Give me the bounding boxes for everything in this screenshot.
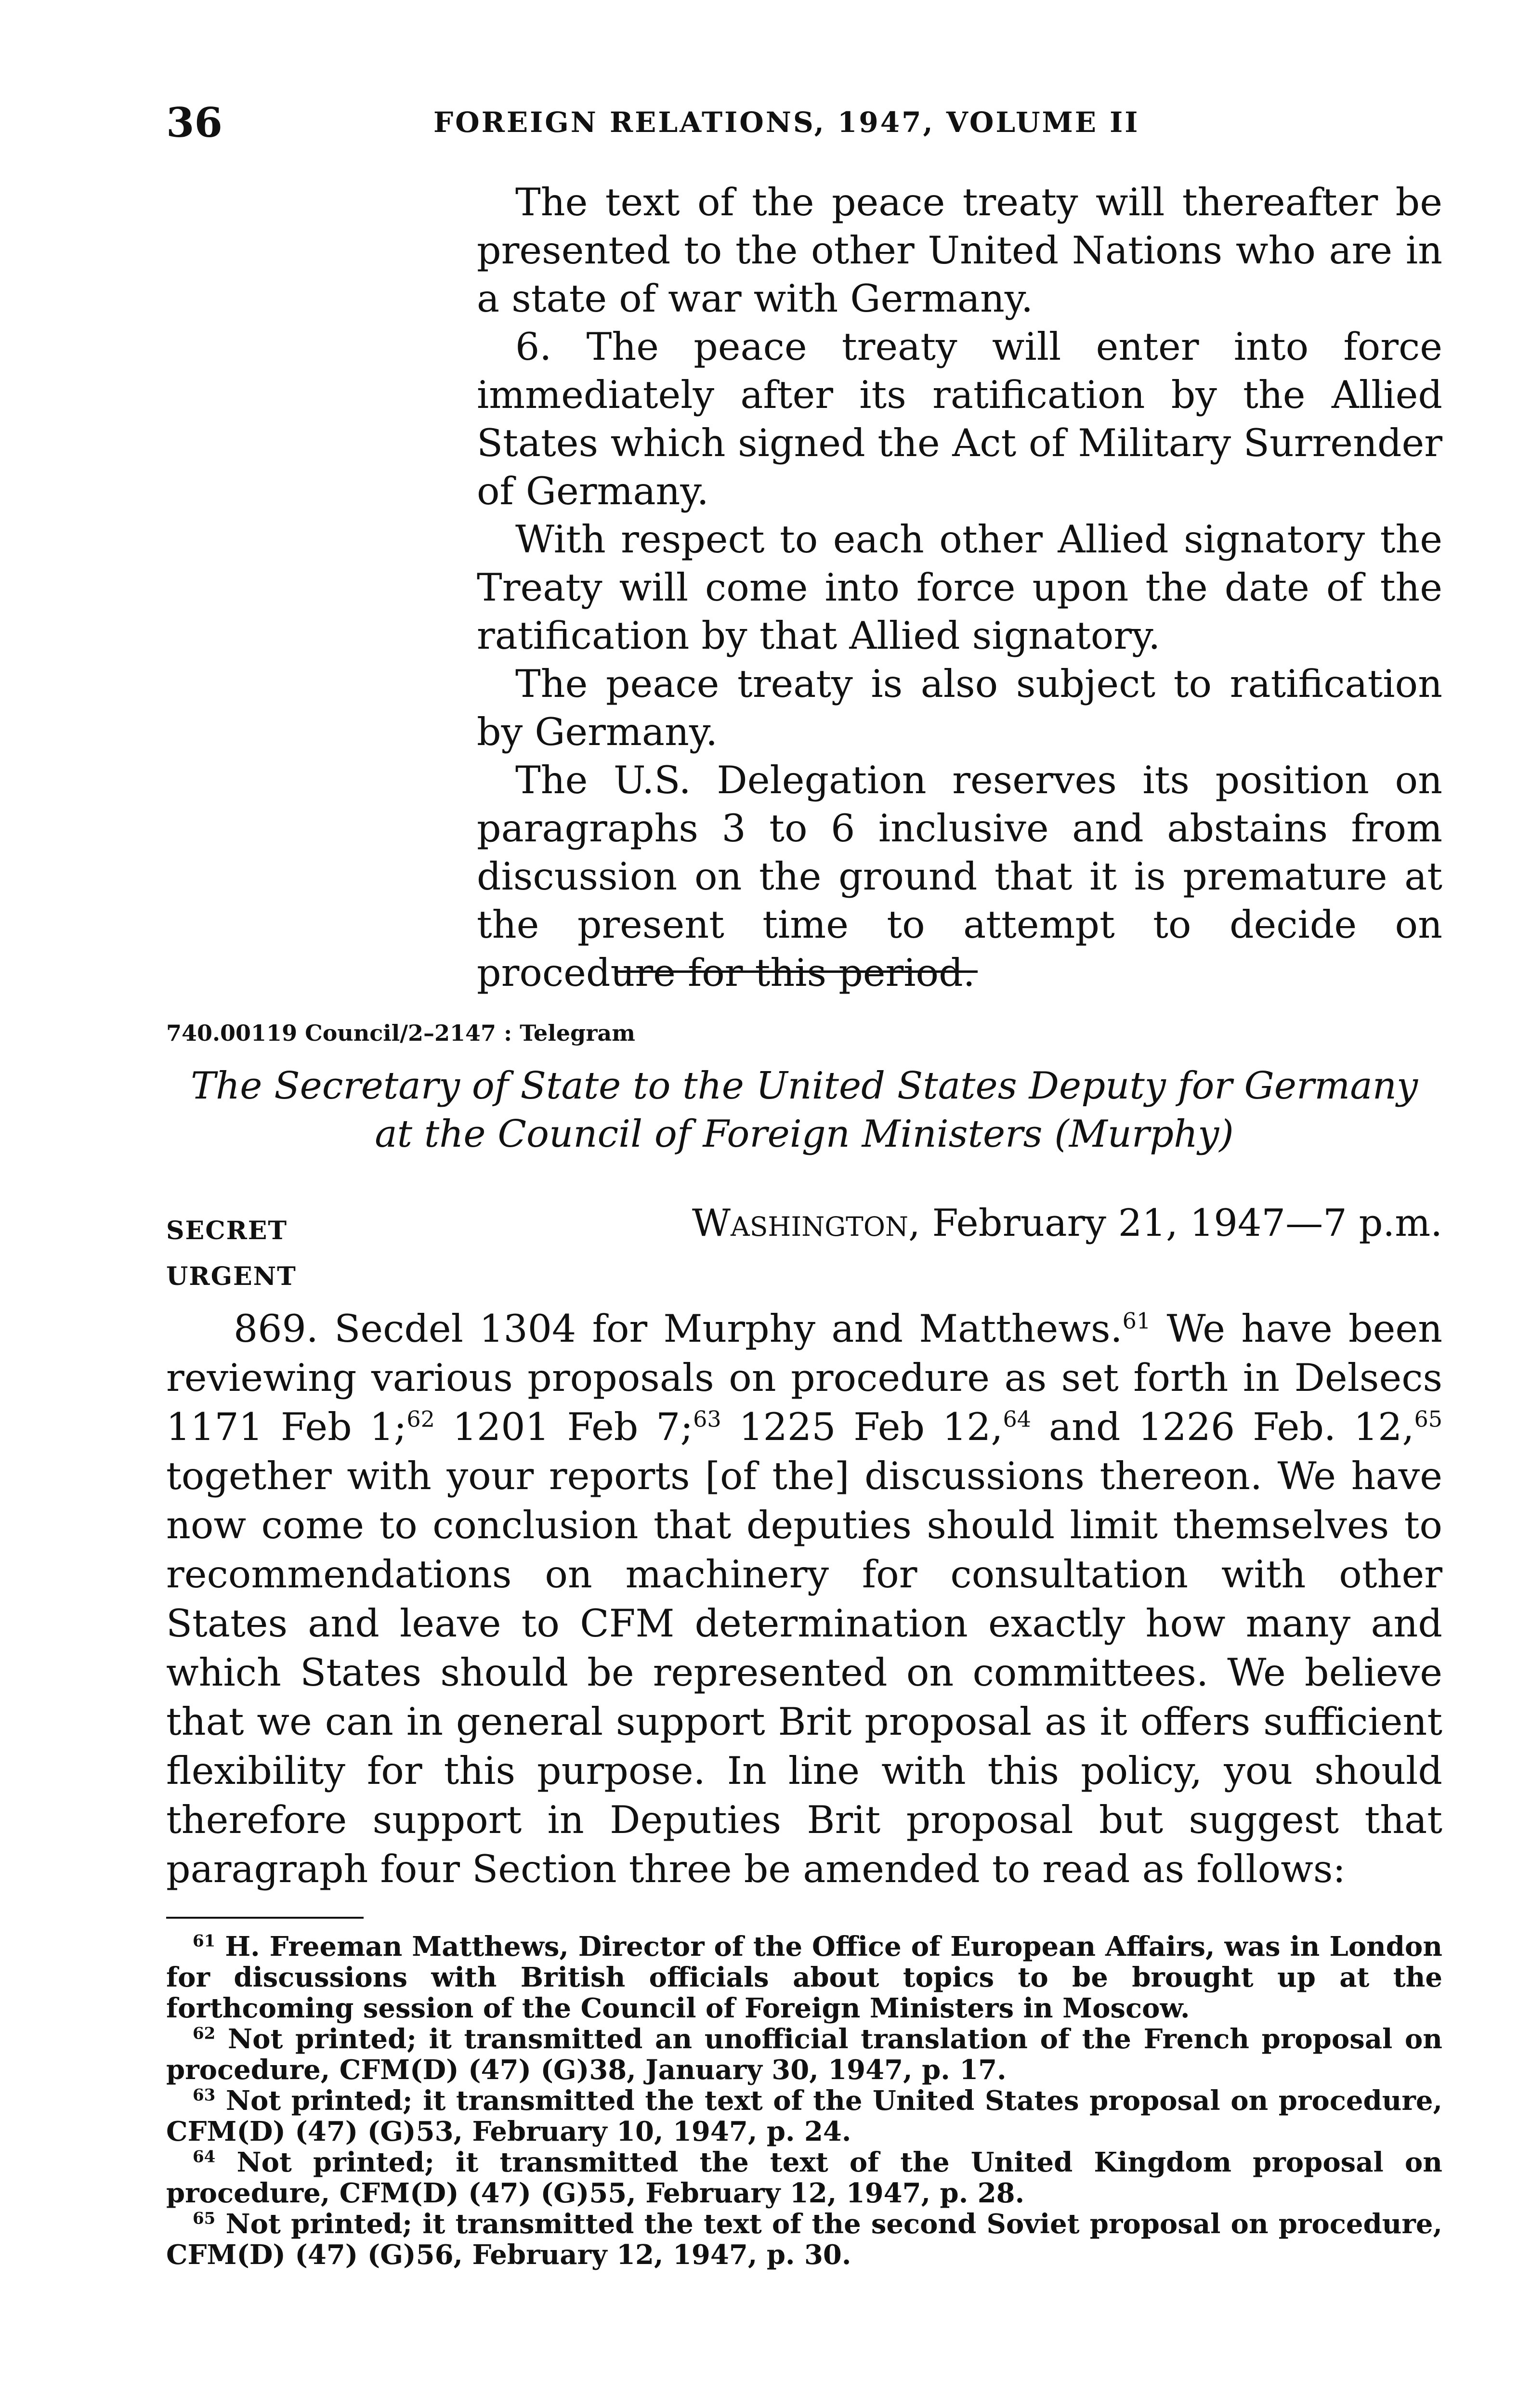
dateline-place: Washington, <box>692 1202 920 1245</box>
dateline-date: February 21, 1947—7 p.m. <box>932 1202 1442 1245</box>
paragraph: With respect to each other Allied signatory the Treaty will come into force upon the date of the ratification by that Allied signatory. <box>477 517 1442 658</box>
footnote-text: Not printed; it transmitted an unofficial translation of the French proposal on procedure, CFM(D) (47) (G)38, January 30, 1947, p. 17. <box>166 2023 1442 2086</box>
page-number: 36 <box>166 99 222 146</box>
footnote-rule <box>166 1917 364 1919</box>
telegram-body <box>166 1304 1442 1894</box>
footnote-number: 62 <box>193 2024 216 2043</box>
body-text-segment: We have been reviewing various proposals on procedure as set forth in Delsecs 1171 Feb 1; <box>166 1307 1442 1449</box>
footnote-ref: 62 <box>406 1406 435 1432</box>
footnotes <box>166 1931 1442 2270</box>
body-text-segment: 869. Secdel 1304 for Murphy and Matthews. <box>234 1307 1123 1351</box>
footnote-ref: 61 <box>1122 1308 1151 1334</box>
dateline <box>692 1202 1442 1245</box>
footnote <box>166 1931 1442 2024</box>
body-text-segment: 1201 Feb 7; <box>434 1405 694 1449</box>
footnote <box>166 2209 1442 2270</box>
classification-urgent: URGENT <box>166 1262 297 1291</box>
footnote-ref: 63 <box>693 1406 721 1432</box>
footnote-number: 61 <box>193 1931 216 1951</box>
footnote <box>166 2085 1442 2147</box>
body-text-segment: together with your reports [of the] discussions thereon. We have now come to conclusion that deputies should limit themselves to recommendations on machinery for consultation with other States and leave to CFM determination exactly how many and which States should be represented on committees. We believe that we can in general support Brit proposal as it offers sufficient flexibility for this purpose. In line with this policy, you should therefore support in Deputies Brit proposal but suggest that paragraph four Section three be amended to read as follows: <box>166 1454 1442 1891</box>
document-title: The Secretary of State to the United States Deputy for Germany at the Council of Foreign Ministers (Murphy) <box>190 1064 1418 1156</box>
paragraph: 6. The peace treaty will enter into force immediately after its ratification by the Allied States which signed the Act of Military Surrender of Germany. <box>477 325 1442 513</box>
footnote-text: H. Freeman Matthews, Director of the Office of European Affairs, was in London for discussions with British officials about topics to be brought up at the forthcoming session of the Council of Foreign Ministers in Moscow. <box>166 1931 1442 2024</box>
body-text-segment: 1225 Feb 12, <box>721 1405 1003 1449</box>
continued-text-block <box>477 178 1442 997</box>
running-head: FOREIGN RELATIONS, 1947, VOLUME II <box>433 106 1140 139</box>
footnote <box>166 2147 1442 2209</box>
footnote <box>166 2024 1442 2085</box>
body-text-segment: and 1226 Feb. 12, <box>1031 1405 1414 1449</box>
classification-secret: SECRET <box>166 1216 288 1245</box>
paragraph: The text of the peace treaty will thereafter be presented to the other United Nations who are in a state of war with Germany. <box>477 180 1442 321</box>
footnote-ref: 64 <box>1003 1406 1032 1432</box>
paragraph: The U.S. Delegation reserves its position on paragraphs 3 to 6 inclusive and abstains from discussion on the ground that it is premature at the present time to attempt to decide on procedure for this period. <box>477 758 1442 995</box>
footnote-text: Not printed; it transmitted the text of the United States proposal on procedure, CFM(D) (47) (G)53, February 10, 1947, p. 24. <box>166 2085 1442 2147</box>
file-reference: 740.00119 Council/2–2147 : Telegram <box>166 1020 635 1046</box>
paragraph: The peace treaty is also subject to ratification by Germany. <box>477 662 1442 754</box>
section-divider <box>616 970 978 973</box>
footnote-number: 64 <box>193 2147 216 2167</box>
footnote-text: Not printed; it transmitted the text of the United Kingdom proposal on procedure, CFM(D) (47) (G)55, February 12, 1947, p. 28. <box>166 2146 1442 2209</box>
footnote-text: Not printed; it transmitted the text of the second Soviet proposal on procedure, CFM(D) (47) (G)56, February 12, 1947, p. 30. <box>166 2208 1442 2271</box>
footnote-number: 65 <box>193 2209 216 2228</box>
footnote-number: 63 <box>193 2085 216 2105</box>
footnote-ref: 65 <box>1414 1406 1442 1432</box>
